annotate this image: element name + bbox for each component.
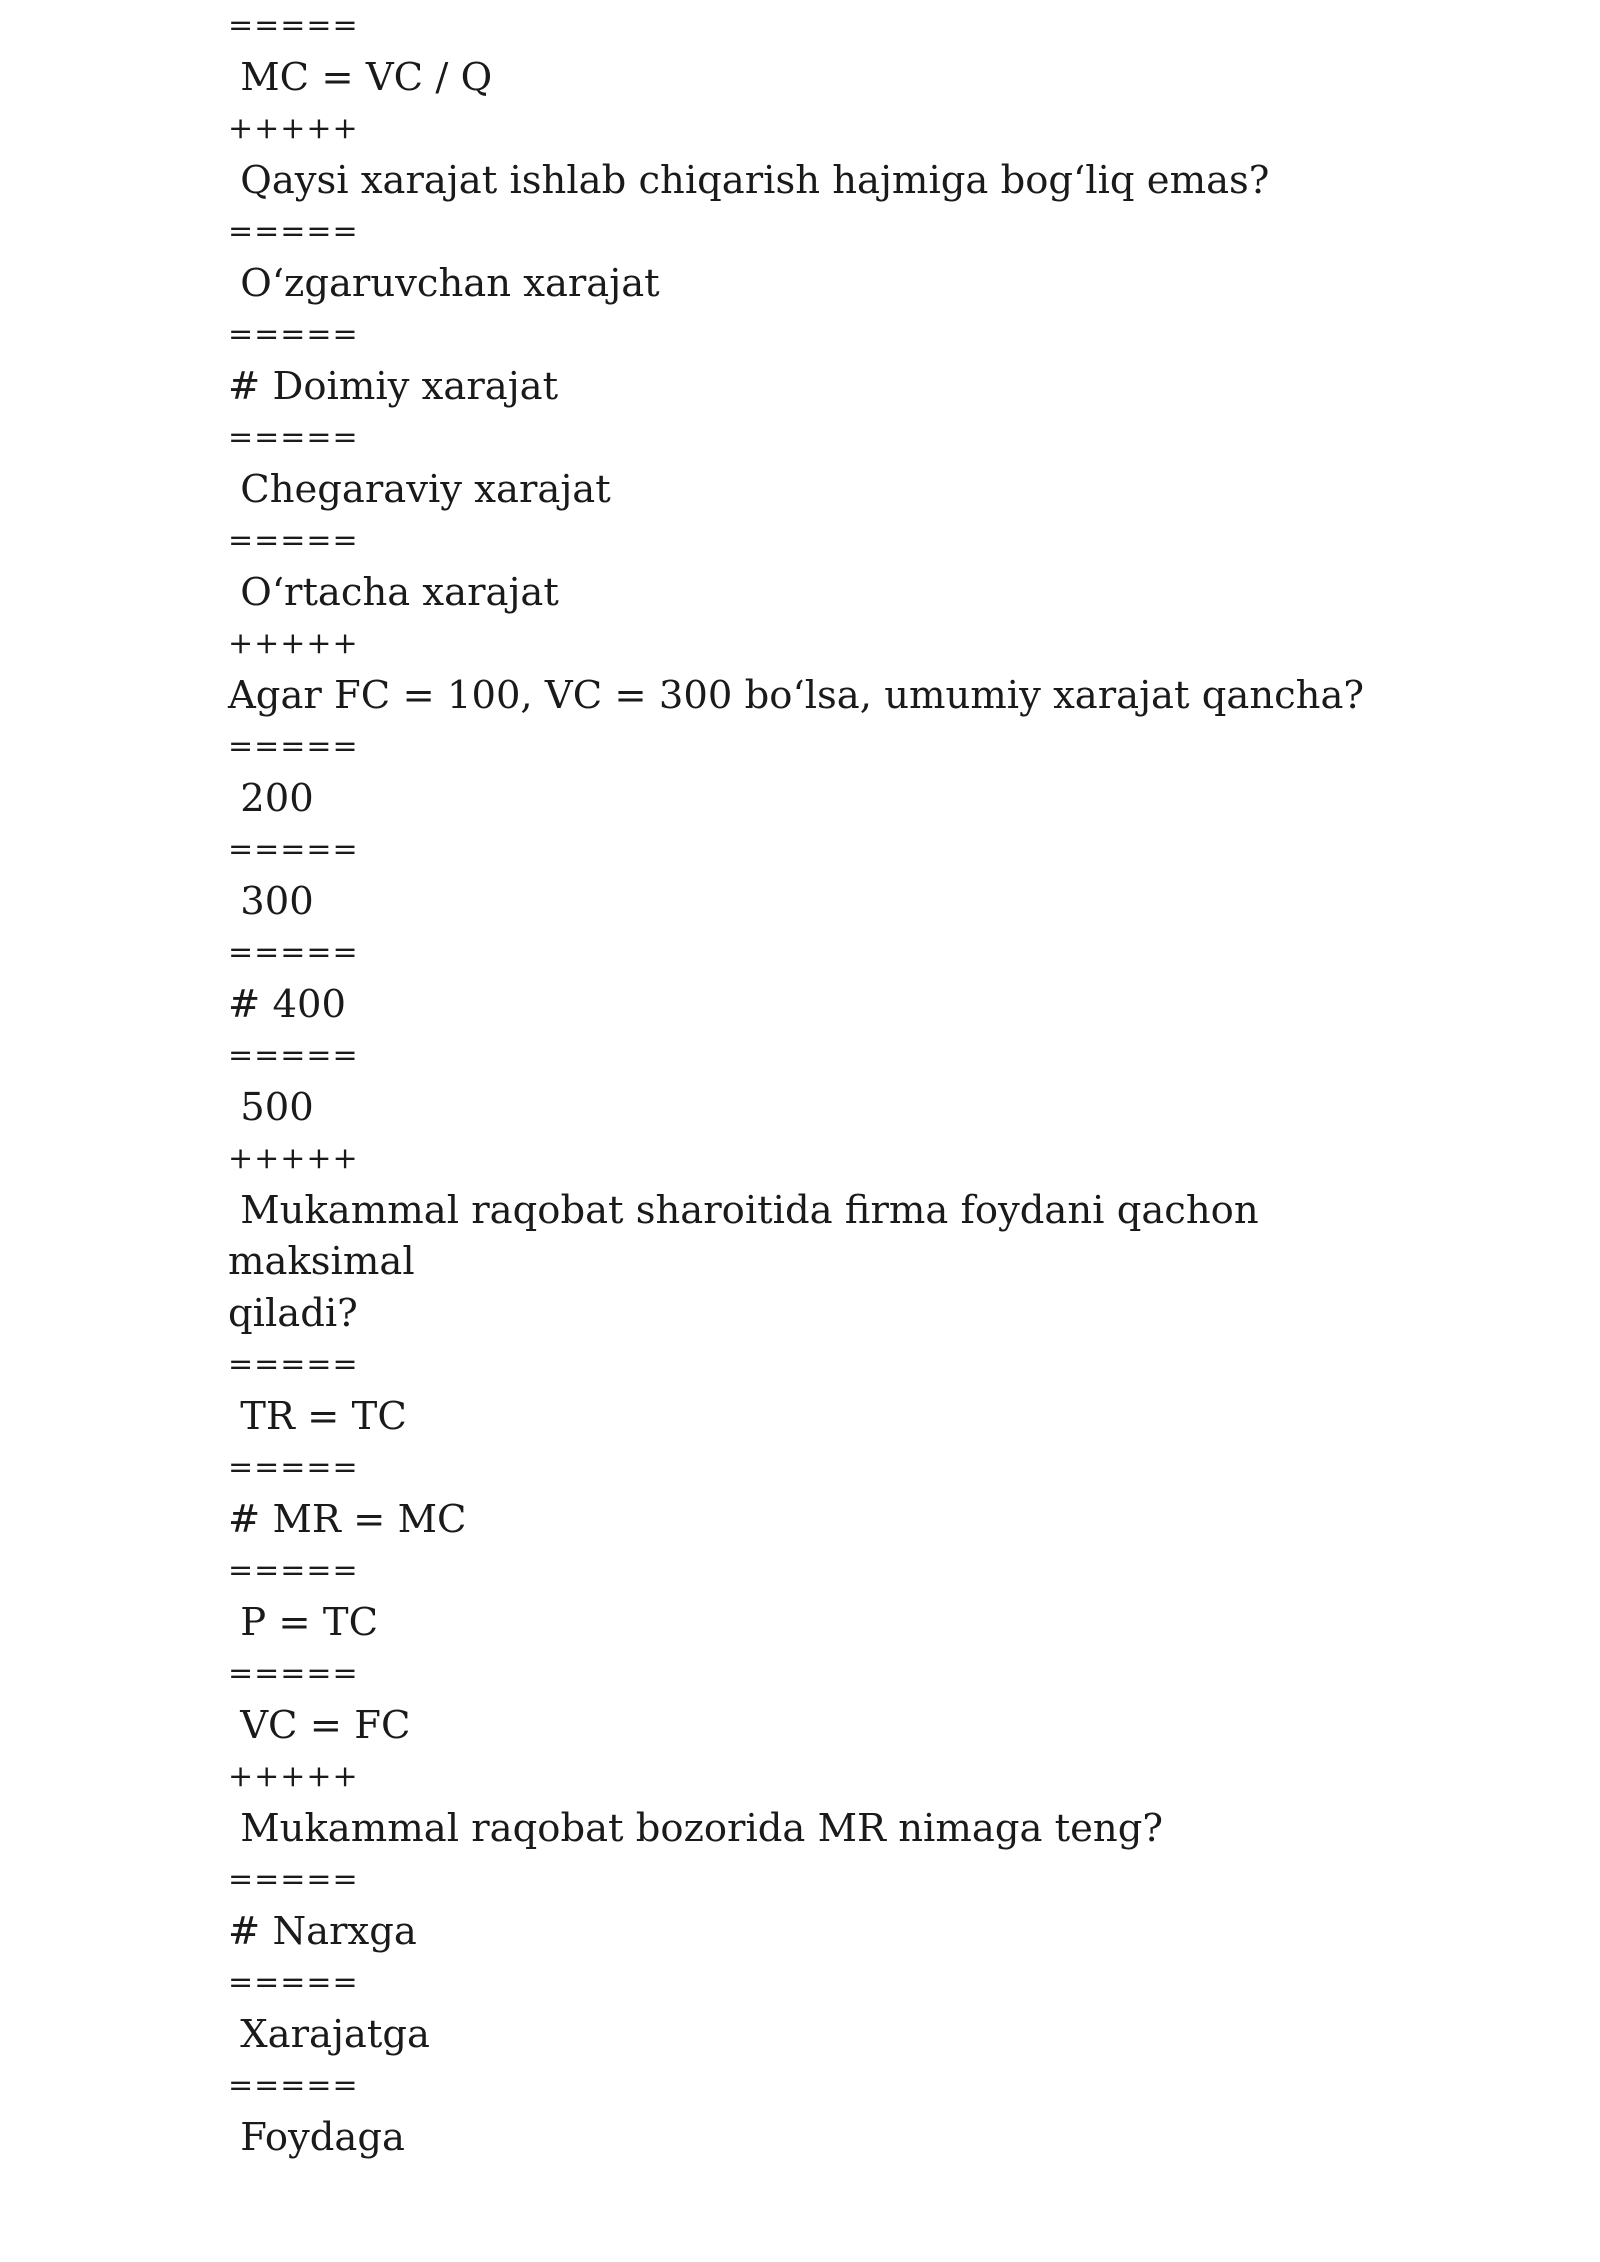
answer-option: P = TC: [228, 1599, 379, 1645]
question-separator: +++++: [228, 1141, 359, 1176]
separator-line: =====: [228, 420, 359, 455]
separator-line: =====: [228, 729, 359, 764]
correct-answer-option: # MR = MC: [228, 1496, 467, 1542]
separator-line: =====: [228, 1450, 359, 1485]
question-separator: +++++: [228, 1759, 359, 1794]
separator-line: =====: [228, 1862, 359, 1897]
separator-line: =====: [228, 2068, 359, 2103]
document-body: [228, 0, 1428, 2163]
separator-line: =====: [228, 935, 359, 970]
separator-line: =====: [228, 1965, 359, 2000]
correct-answer-option: # 400: [228, 981, 346, 1027]
separator-line: =====: [228, 832, 359, 867]
separator-line: =====: [228, 8, 359, 43]
separator-line: =====: [228, 523, 359, 558]
answer-option: TR = TC: [228, 1393, 407, 1439]
separator-line: =====: [228, 214, 359, 249]
question-text-continuation: qiladi?: [228, 1290, 358, 1336]
correct-answer-option: # Doimiy xarajat: [228, 363, 559, 409]
answer-option: 200: [228, 775, 314, 821]
question-separator: +++++: [228, 111, 359, 146]
question-text: Qaysi xarajat ishlab chiqarish hajmiga bog‘liq emas?: [228, 157, 1270, 203]
question-text: Mukammal raqobat sharoitida firma foydani qachon maksimal: [228, 1187, 1271, 1284]
answer-option: VC = FC: [228, 1702, 411, 1748]
answer-option: O‘rtacha xarajat: [228, 569, 559, 615]
question-text: Mukammal raqobat bozorida MR nimaga teng?: [228, 1805, 1163, 1851]
separator-line: =====: [228, 1656, 359, 1691]
separator-line: =====: [228, 1347, 359, 1382]
separator-line: =====: [228, 1553, 359, 1588]
answer-option: Foydaga: [228, 2114, 405, 2160]
separator-line: =====: [228, 1038, 359, 1073]
answer-option: Xarajatga: [228, 2011, 430, 2057]
answer-option: Chegaraviy xarajat: [228, 466, 611, 512]
answer-option: O‘zgaruvchan xarajat: [228, 260, 660, 306]
answer-option: MC = VC / Q: [228, 54, 493, 100]
separator-line: =====: [228, 317, 359, 352]
question-text: Agar FC = 100, VC = 300 bo‘lsa, umumiy xarajat qancha?: [228, 672, 1365, 718]
answer-option: 500: [228, 1084, 314, 1130]
question-separator: +++++: [228, 626, 359, 661]
correct-answer-option: # Narxga: [228, 1908, 417, 1954]
answer-option: 300: [228, 878, 314, 924]
